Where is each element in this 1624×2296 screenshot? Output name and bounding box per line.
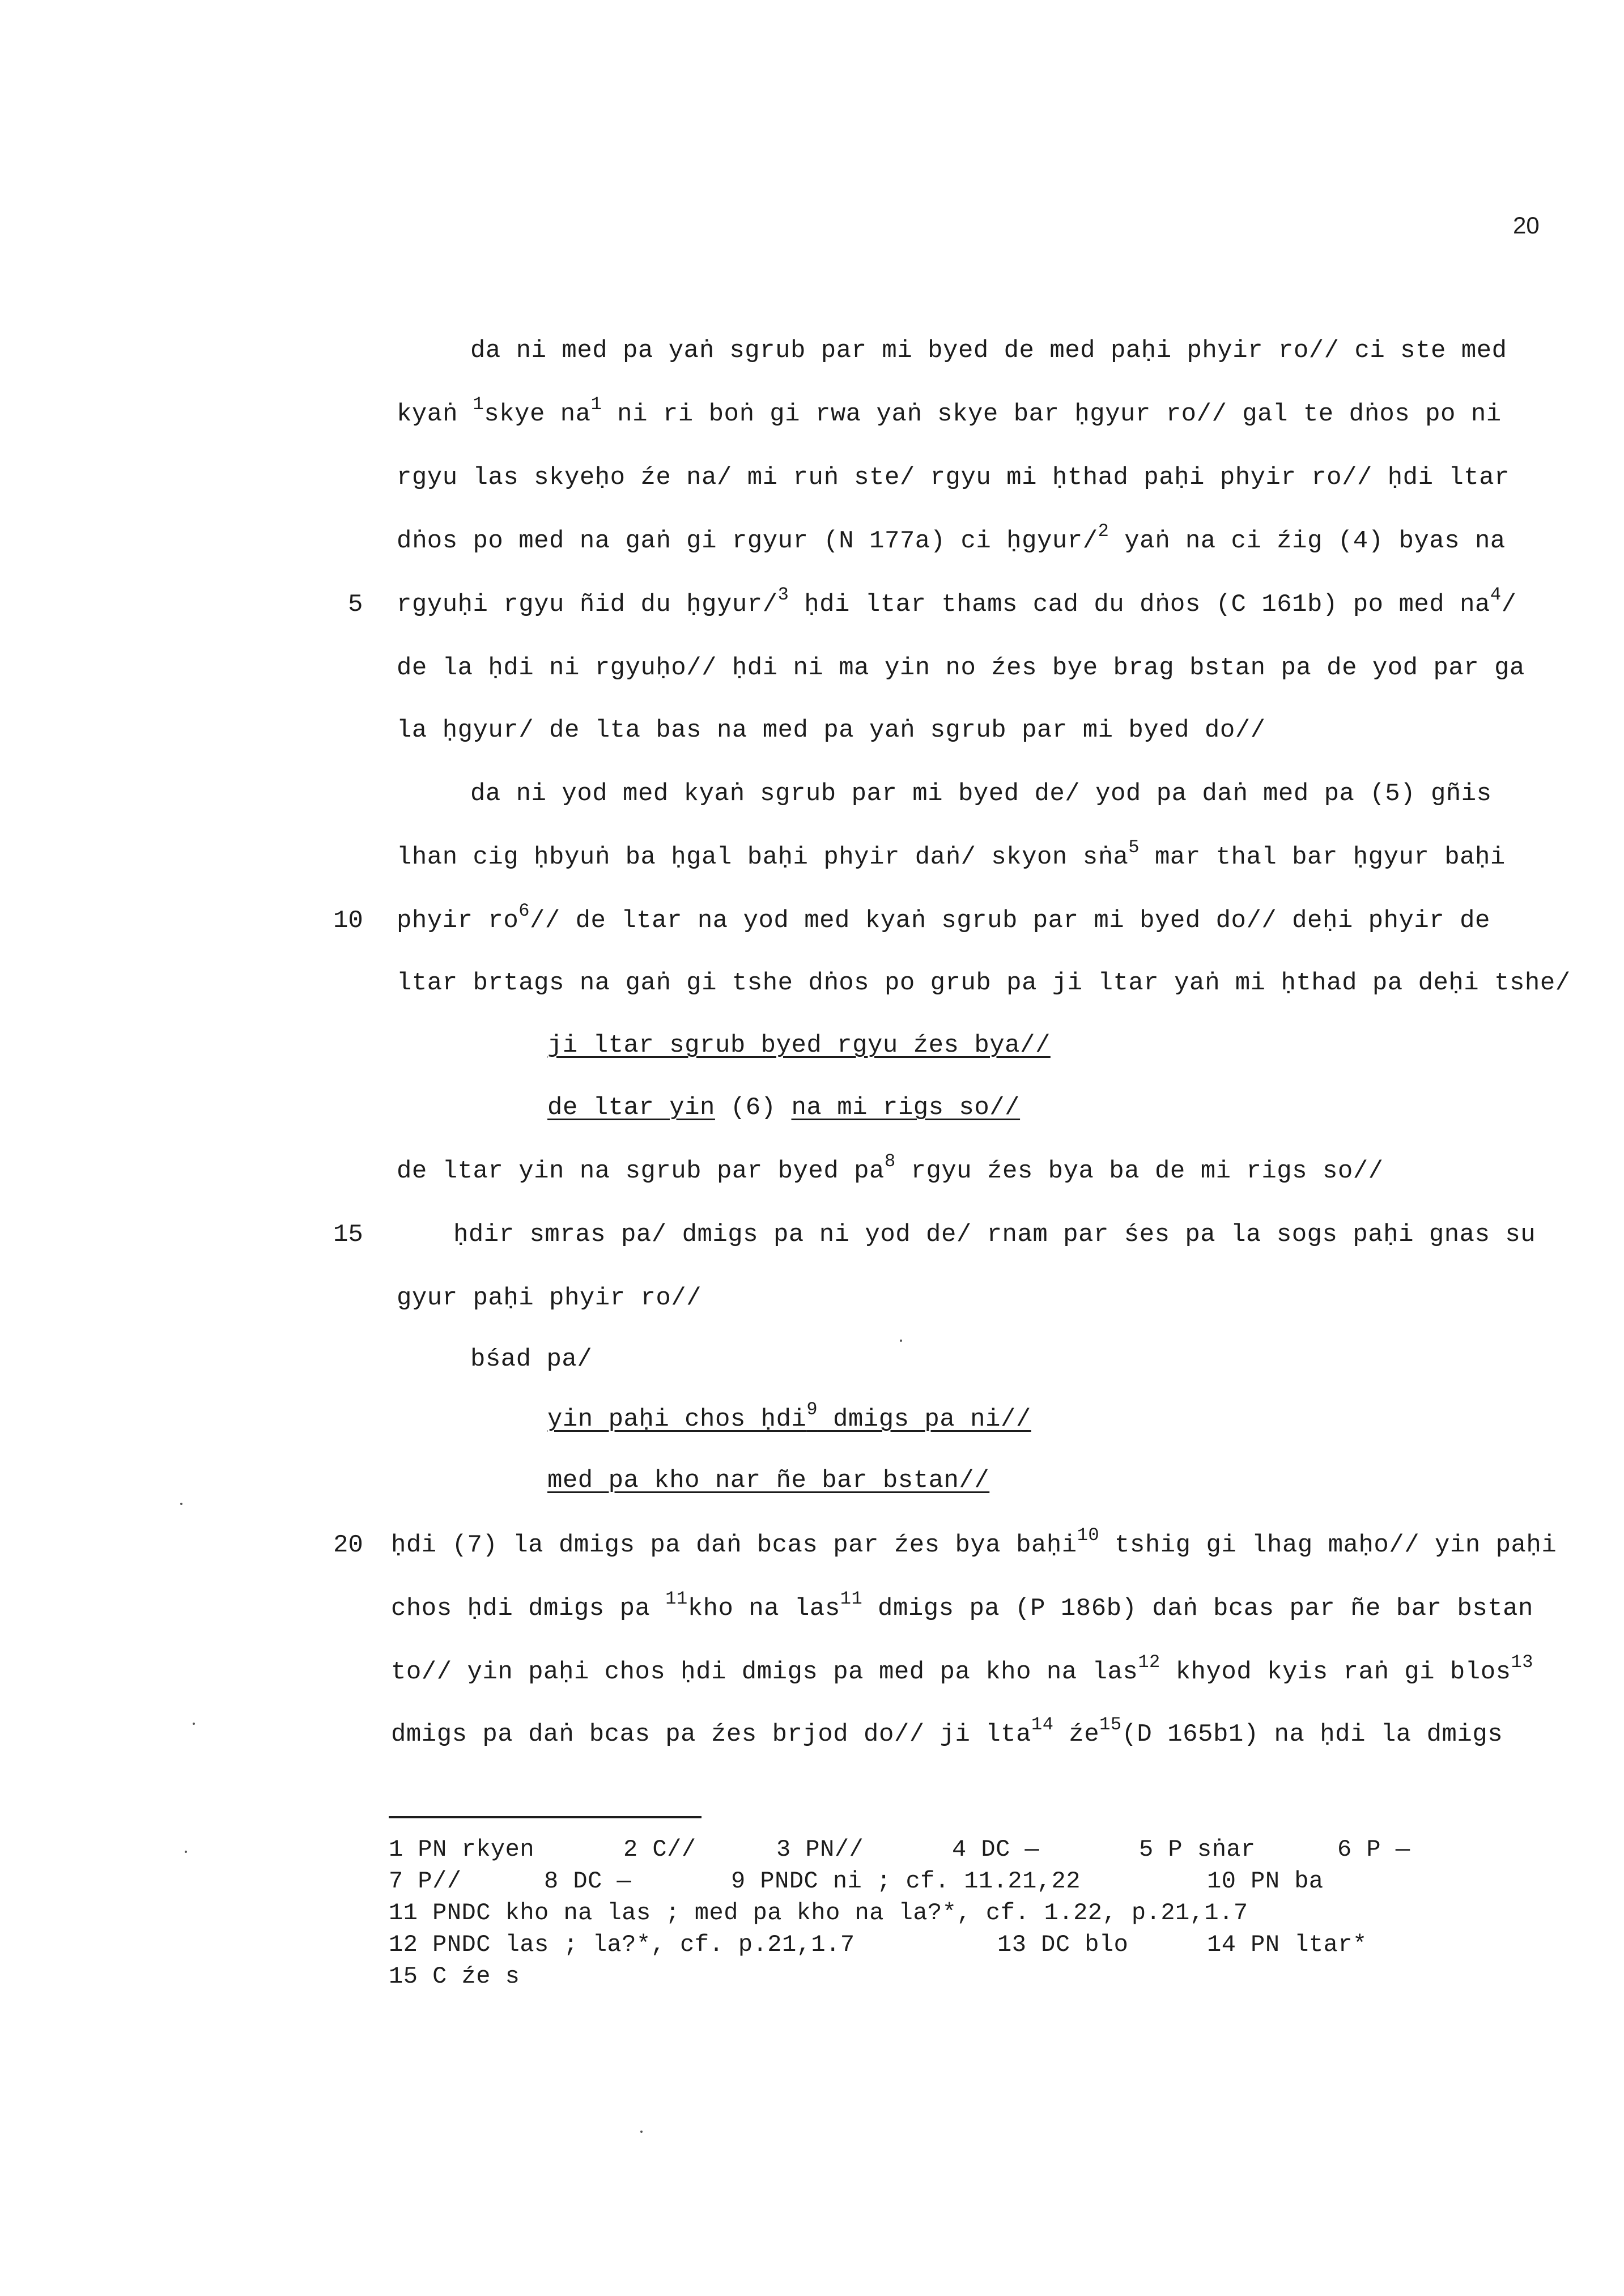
scan-speck (185, 1851, 187, 1853)
text-line-4: dṅos po med na gaṅ gi rgyur (N 177a) ci ḥgyur/$^2$ yaṅ na ci źig (4) byas na (397, 521, 1506, 555)
text-line-22: to// yin paḥi chos ḥdi dmigs pa med pa kho na las$^{12}$ khyod kyis raṅ gi blos$^{13}$ (391, 1652, 1533, 1686)
text-line-10: phyir $ro^6//$ de ltar na yod med kyaṅ sgrub par mi byed do// deḥi phyir de (397, 900, 1490, 935)
text-line-8: da ni yod med kyaṅ sgrub par mi byed de/ yod pa daṅ med pa (5) gñis (470, 780, 1492, 808)
scan-speck (193, 1723, 195, 1725)
text-line-17: bśad pa/ (470, 1345, 593, 1374)
text-line-2: kyaṅ $^1$skye $na^1$ ni ri boṅ gi rwa yaṅ skye bar ḥgyur ro// gal te dṅos po ni (397, 394, 1502, 428)
page-number: 20 (1513, 212, 1540, 239)
text-line-20: ḥdi (7) la dmigs pa daṅ bcas par źes bya baḥi$^{10}$ tshig gi lhag maḥo// yin paḥi (391, 1525, 1557, 1559)
text-line-3: rgyu las skyeḥo źe na/ mi ruṅ ste/ rgyu mi ḥthad paḥi phyir ro// ḥdi ltar (397, 464, 1510, 492)
text-line-1: da ni med pa yaṅ sgrub par mi byed de med paḥi phyir ro// ci ste med (470, 337, 1507, 365)
line-number-5: 5 (348, 590, 363, 619)
scan-speck (180, 1503, 182, 1505)
verse-line-1: ji ltar sgrub byed rgyu źes bya// (547, 1031, 1051, 1060)
text-line-15: ḥdir smras pa/ dmigs pa ni yod de/ rnam par śes pa la sogs paḥi gnas su (453, 1221, 1536, 1249)
text-line-21: chos ḥdi dmigs pa $^{11}$kho na las$^{11}$ dmigs pa (P 186b) daṅ bcas par ñe bar bstan (391, 1588, 1533, 1623)
footnote-line-5: 15 C źe s (389, 1963, 520, 1990)
text-line-7: la ḥgyur/ de lta bas na med pa yaṅ sgrub par mi byed do// (397, 716, 1266, 745)
text-line-11: ltar brtags na gaṅ gi tshe dṅos po grub pa ji ltar yaṅ mi ḥthad pa deḥi tshe/ (397, 969, 1571, 997)
scan-speck (900, 1340, 902, 1342)
verse-line-4: med pa kho nar ñe bar bstan// (547, 1466, 990, 1495)
text-line-16: gyur paḥi phyir ro// (397, 1284, 702, 1312)
footnote-line-3: 11 PNDC kho na las ; med pa kho na la?*, cf. 1.22, p.21,1.7 (389, 1899, 1248, 1927)
footnote-rule (389, 1816, 702, 1818)
text-line-23: dmigs pa daṅ bcas pa źes brjod do// ji lta$^{14}$ $źe^{15}(D$ 165b1) na ḥdi la dmigs (391, 1714, 1503, 1749)
line-number-20: 20 (333, 1531, 363, 1559)
text-line-9: lhan cig ḥbyuṅ ba ḥgal baḥi phyir daṅ/ skyon sṅa$^5$ mar thal bar ḥgyur baḥi (397, 837, 1506, 871)
text-line-14: de ltar yin na sgrub par byed $pa^8$ rgyu źes bya ba de mi rigs so// (397, 1151, 1384, 1185)
text-line-6: de la ḥdi ni rgyuḥo// ḥdi ni ma yin no źes bye brag bstan pa de yod par ga (397, 654, 1525, 682)
line-number-15: 15 (333, 1221, 363, 1249)
scan-speck (640, 2131, 643, 2133)
line-number-10: 10 (333, 907, 363, 935)
verse-line-3: yin paḥi chos ḥdi$^9$ dmigs pa ni// (547, 1399, 1031, 1434)
verse-line-2: de ltar yin (6) na mi rigs so// (547, 1094, 1021, 1122)
text-line-5: rgyuḥi rgyu ñid du ḥgyur/$^3$ ḥdi ltar thams cad du dṅos (C 161b) po med $na^4/$ (397, 584, 1517, 619)
